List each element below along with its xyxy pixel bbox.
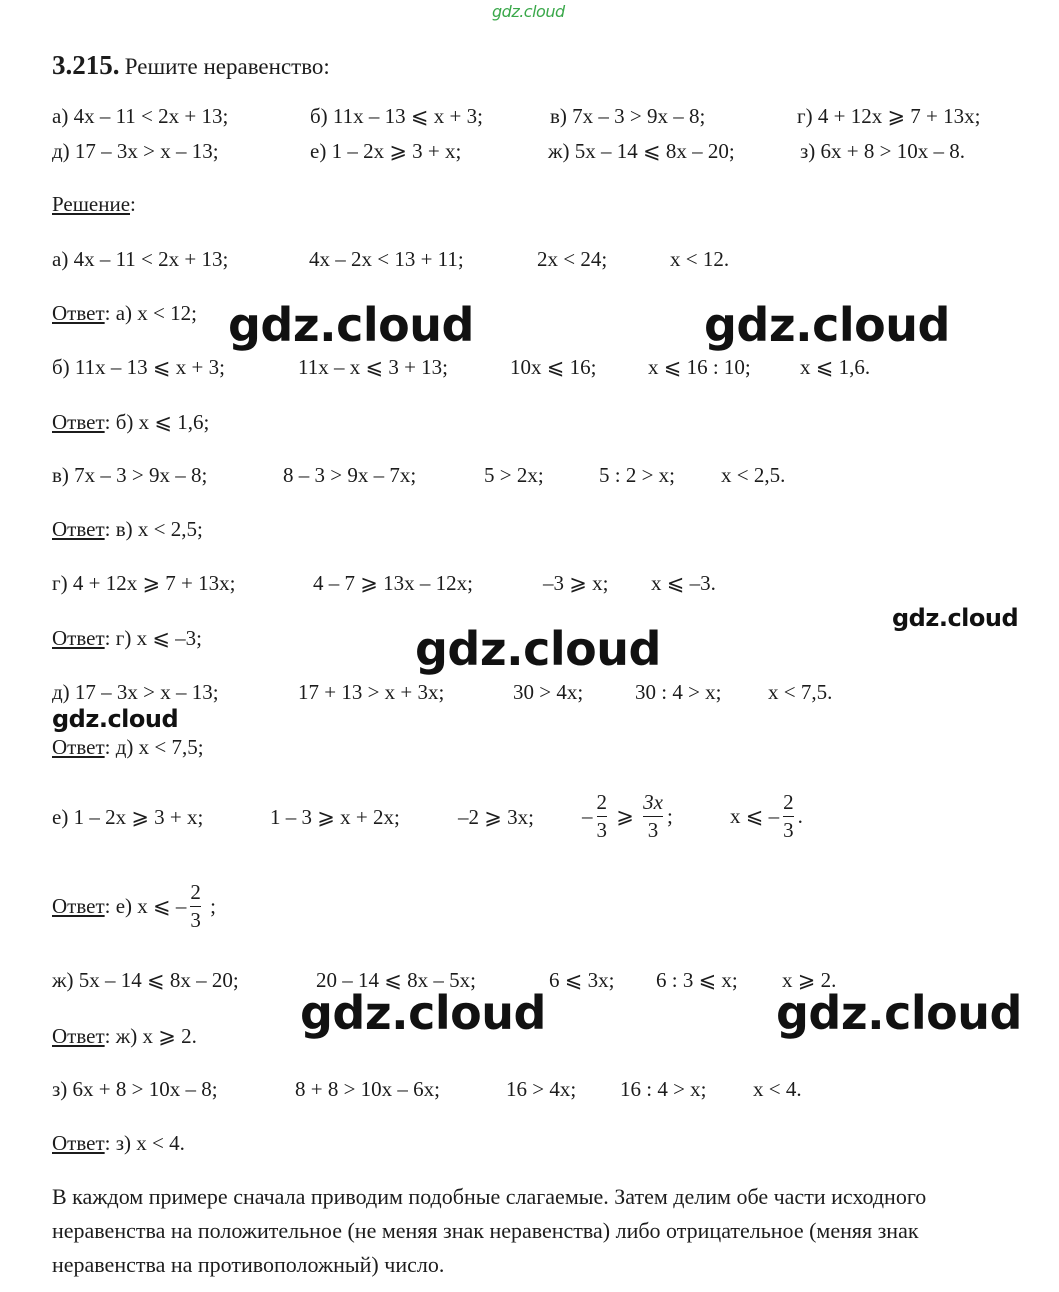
problem-title: Решите неравенство: xyxy=(124,54,330,79)
watermark-top: gdz.cloud xyxy=(492,2,565,21)
answer-label: Ответ xyxy=(52,735,105,759)
step: –3 ⩾ x; xyxy=(543,571,609,595)
step: з) 6x + 8 > 10x – 8; xyxy=(52,1077,218,1101)
fraction-step xyxy=(582,789,673,844)
semicolon: ; xyxy=(666,804,673,828)
answer-value: : з) x < 4. xyxy=(104,1131,185,1155)
denominator: 3 xyxy=(190,908,201,932)
answer-label: Ответ xyxy=(52,517,105,541)
watermark: gdz.cloud xyxy=(228,298,474,352)
fraction xyxy=(783,789,794,844)
step: x < 2,5. xyxy=(721,463,786,487)
fraction xyxy=(190,879,201,934)
answer-label: Ответ xyxy=(52,301,105,325)
answer-label: Ответ xyxy=(52,626,105,650)
task-zh: ж) 5x – 14 ⩽ 8x – 20; xyxy=(548,139,735,163)
task-d: д) 17 – 3x > x – 13; xyxy=(52,139,219,163)
answer-label: Ответ xyxy=(52,410,105,434)
step: 5 : 2 > x; xyxy=(599,463,676,487)
answer-label: Ответ xyxy=(52,1131,105,1155)
step: 30 : 4 > x; xyxy=(635,680,722,704)
step: г) 4 + 12x ⩾ 7 + 13x; xyxy=(52,571,236,595)
step: 6 : 3 ⩽ x; xyxy=(656,968,738,992)
answer-b xyxy=(52,410,209,435)
answer-label: Ответ xyxy=(52,894,105,918)
step: x ⩽ 16 : 10; xyxy=(648,355,751,379)
step: 20 – 14 ⩽ 8x – 5x; xyxy=(316,968,476,992)
answer-g xyxy=(52,626,202,651)
answer-zh xyxy=(52,1024,197,1049)
answer-value: : а) x < 12; xyxy=(104,301,197,325)
task-a: а) 4x – 11 < 2x + 13; xyxy=(52,104,229,128)
answer-value: : е) x ⩽ – xyxy=(104,894,187,918)
step: x < 4. xyxy=(753,1077,802,1101)
step: 8 + 8 > 10x – 6x; xyxy=(295,1077,441,1101)
task-v: в) 7x – 3 > 9x – 8; xyxy=(550,104,706,128)
task-b: б) 11x – 13 ⩽ x + 3; xyxy=(310,104,483,128)
semicolon: ; xyxy=(204,894,216,918)
answer-z xyxy=(52,1131,185,1156)
step: x < 7,5. xyxy=(768,680,833,704)
fraction-result xyxy=(730,789,803,844)
answer-value: : г) x ⩽ –3; xyxy=(104,626,203,650)
problem-header xyxy=(52,50,330,81)
step: 4 – 7 ⩾ 13x – 12x; xyxy=(313,571,473,595)
watermark: gdz.cloud xyxy=(892,604,1019,632)
watermark: gdz.cloud xyxy=(300,986,546,1040)
period: . xyxy=(797,804,803,828)
fraction xyxy=(597,789,608,844)
solution-label: Решение xyxy=(52,192,131,216)
answer-label: Ответ xyxy=(52,1024,105,1048)
watermark: gdz.cloud xyxy=(415,622,661,676)
step: –2 ⩾ 3x; xyxy=(458,805,534,829)
answer-d xyxy=(52,735,204,760)
step: x ⩾ 2. xyxy=(782,968,837,992)
problem-number: 3.215. xyxy=(52,50,120,80)
step: 2x < 24; xyxy=(537,247,608,271)
step: б) 11x – 13 ⩽ x + 3; xyxy=(52,355,225,379)
step: 6 ⩽ 3x; xyxy=(549,968,615,992)
result-prefix: x ⩽ – xyxy=(730,804,780,828)
fraction xyxy=(643,789,663,844)
minus-sign: – xyxy=(582,804,593,828)
step: x < 12. xyxy=(670,247,730,271)
step: 10x ⩽ 16; xyxy=(510,355,597,379)
denominator: 3 xyxy=(596,818,607,842)
step: 8 – 3 > 9x – 7x; xyxy=(283,463,417,487)
relation: ⩾ xyxy=(616,804,634,828)
numerator: 2 xyxy=(596,790,607,814)
watermark: gdz.cloud xyxy=(52,705,179,733)
denominator: 3 xyxy=(643,816,663,844)
answer-value: : д) x < 7,5; xyxy=(104,735,204,759)
watermark: gdz.cloud xyxy=(704,298,950,352)
answer-e xyxy=(52,879,216,934)
step: x ⩽ –3. xyxy=(651,571,716,595)
numerator: 2 xyxy=(190,880,201,904)
step: 16 > 4x; xyxy=(506,1077,577,1101)
step: 17 + 13 > x + 3x; xyxy=(298,680,445,704)
watermark: gdz.cloud xyxy=(776,986,1022,1040)
numerator: 3x xyxy=(643,790,663,814)
task-g: г) 4 + 12x ⩾ 7 + 13x; xyxy=(797,104,981,128)
answer-value: : ж) x ⩾ 2. xyxy=(104,1024,197,1048)
answer-value: : в) x < 2,5; xyxy=(104,517,203,541)
step: а) 4x – 11 < 2x + 13; xyxy=(52,247,229,271)
step: в) 7x – 3 > 9x – 8; xyxy=(52,463,208,487)
step: е) 1 – 2x ⩾ 3 + x; xyxy=(52,805,204,829)
task-z: з) 6x + 8 > 10x – 8. xyxy=(800,139,965,163)
step: д) 17 – 3x > x – 13; xyxy=(52,680,219,704)
denominator: 3 xyxy=(783,818,794,842)
step: 16 : 4 > x; xyxy=(620,1077,707,1101)
step: 11x – x ⩽ 3 + 13; xyxy=(298,355,448,379)
step: 5 > 2x; xyxy=(484,463,544,487)
numerator: 2 xyxy=(783,790,794,814)
step: 30 > 4x; xyxy=(513,680,584,704)
answer-a xyxy=(52,301,197,326)
step: x ⩽ 1,6. xyxy=(800,355,871,379)
step: 1 – 3 ⩾ x + 2x; xyxy=(270,805,400,829)
task-e: е) 1 – 2x ⩾ 3 + x; xyxy=(310,139,462,163)
solution-heading xyxy=(52,192,136,217)
answer-v xyxy=(52,517,203,542)
step: 4x – 2x < 13 + 11; xyxy=(309,247,464,271)
solution-colon: : xyxy=(130,192,136,216)
answer-value: : б) x ⩽ 1,6; xyxy=(104,410,210,434)
step: ж) 5x – 14 ⩽ 8x – 20; xyxy=(52,968,239,992)
explanation-paragraph: В каждом примере сначала приводим подобные слагаемые. Затем делим обе части исходного неравенства на положительное (не меняя знак неравенства) либо отрицательное (меняя знак неравенства на противоположный) число. xyxy=(52,1184,927,1277)
